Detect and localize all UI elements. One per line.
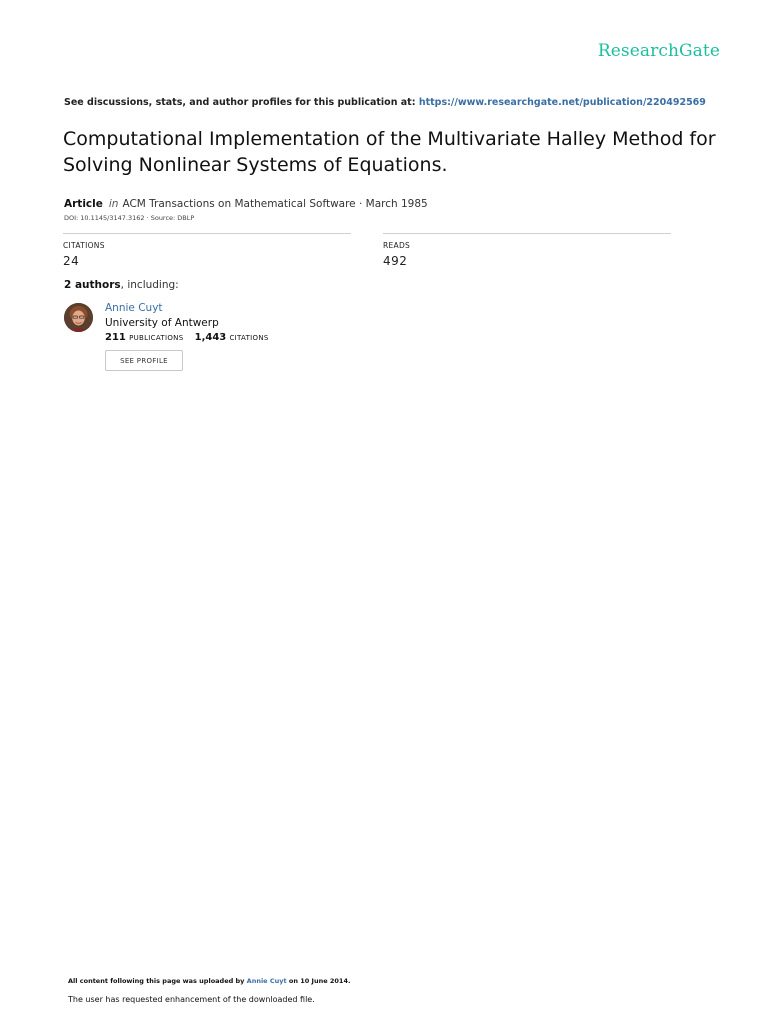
discussion-line	[64, 97, 706, 108]
author-citations-count: 1,443	[194, 332, 227, 343]
upload-prefix: All content following this page was uploaded by	[68, 977, 247, 985]
discussion-prefix: See discussions, stats, and author profiles for this publication at:	[64, 97, 419, 108]
citations-label: CITATIONS	[63, 241, 105, 250]
citations-stat	[63, 233, 351, 268]
see-profile-button[interactable]: SEE PROFILE	[105, 350, 183, 371]
upload-suffix: on 10 June 2014.	[286, 977, 351, 985]
author-citations-label: CITATIONS	[229, 334, 269, 342]
author-stats	[105, 332, 277, 343]
upload-note	[68, 977, 350, 985]
publication-meta	[64, 198, 428, 210]
reads-value: 492	[383, 254, 408, 268]
publication-type: Article	[64, 198, 103, 210]
reads-label: READS	[383, 241, 411, 250]
publication-url-link[interactable]: https://www.researchgate.net/publication/220492569	[418, 97, 706, 108]
author-institution: University of Antwerp	[105, 317, 219, 329]
enhancement-note: The user has requested enhancement of the downloaded file.	[68, 995, 315, 1004]
publication-title: Computational Implementation of the Multivariate Halley Method for Solving Nonlinear Systems of Equations.	[63, 128, 716, 176]
author-name-link[interactable]: Annie Cuyt	[105, 302, 163, 314]
doi-source: DOI: 10.1145/3147.3162 · Source: DBLP	[64, 214, 195, 222]
uploader-link[interactable]: Annie Cuyt	[246, 977, 287, 985]
authors-including: , including:	[120, 279, 179, 291]
avatar[interactable]	[64, 303, 93, 332]
researchgate-logo[interactable]: ResearchGate	[597, 41, 720, 61]
author-publications-count: 211	[105, 332, 126, 343]
publication-venue[interactable]: ACM Transactions on Mathematical Software · March 1985	[122, 198, 428, 210]
reads-stat	[383, 233, 671, 268]
in-word: in	[108, 198, 119, 210]
citations-value: 24	[63, 254, 80, 268]
authors-heading	[64, 279, 179, 291]
author-publications-label: PUBLICATIONS	[129, 334, 184, 342]
authors-count: 2 authors	[64, 279, 121, 291]
author-photo-icon	[64, 303, 93, 332]
